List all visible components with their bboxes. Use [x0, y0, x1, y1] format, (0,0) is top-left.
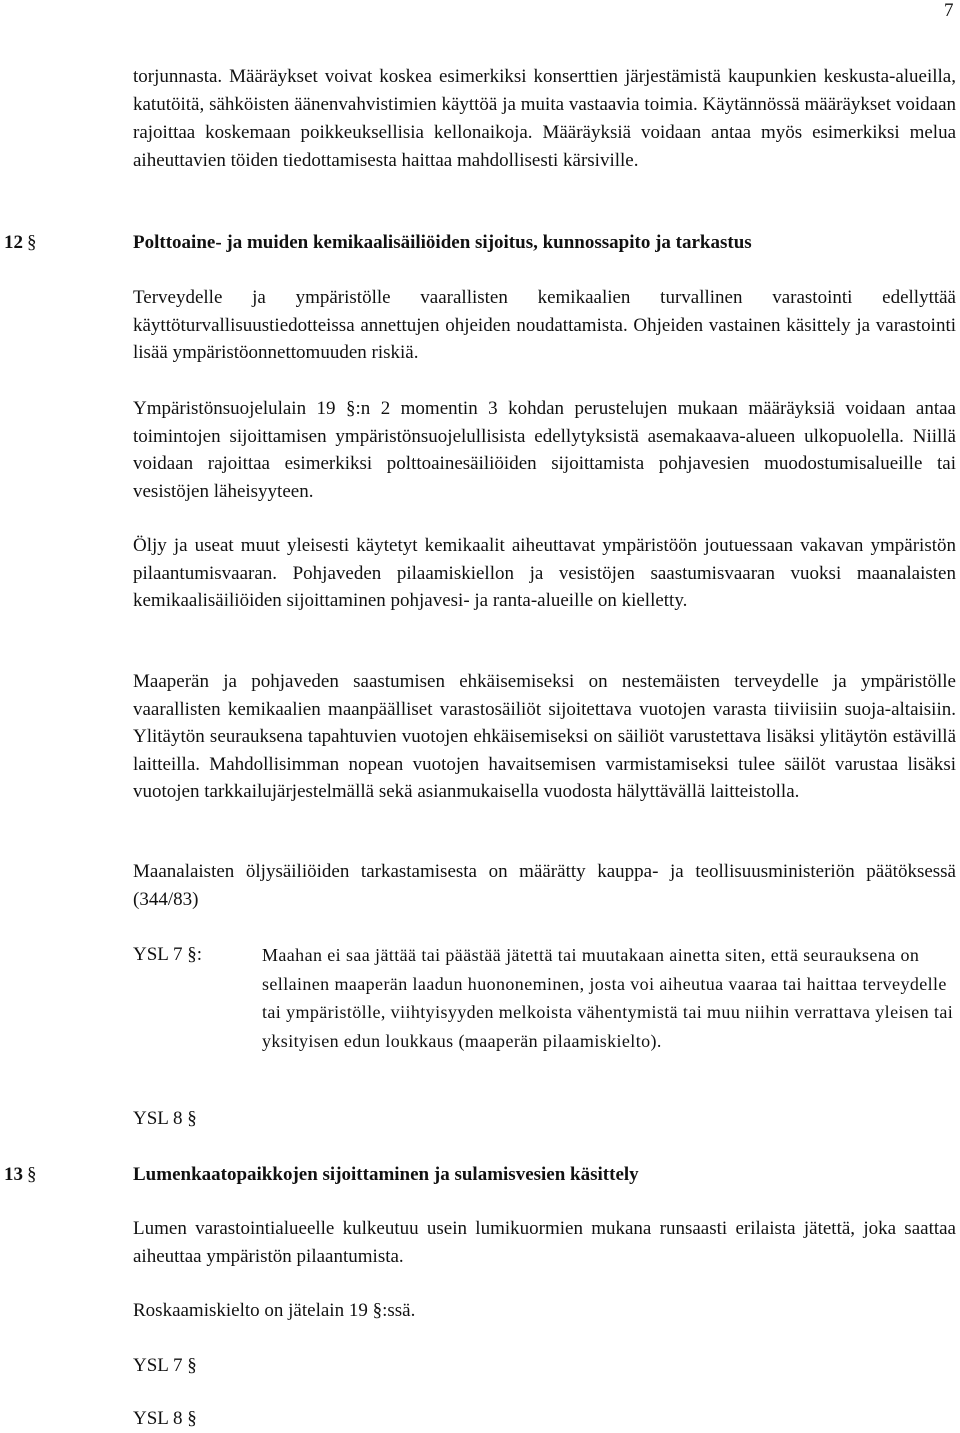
section-12-paragraph-5: Maanalaisten öljysäiliöiden tarkastamisesta on määrätty kauppa- ja teollisuusministeriön päätöksessä (344/83): [133, 861, 956, 910]
section-12-paragraph-2: Ympäristönsuojelulain 19 §:n 2 momentin 3 kohdan perustelujen mukaan määräyksiä voidaan antaa toimintojen sijoittamisen ympäristönsuojelullisista edellytyksistä asemakaava-alueen ulkopuolella. Niillä voidaan rajoittaa esimerkiksi polttoainesäiliöiden sijoittamista pohjavesien muodostumisalueille tai vesistöjen läheisyyteen.: [133, 398, 956, 502]
ysl-7-quote: Maahan ei saa jättää tai päästää jätettä tai muutakaan ainetta siten, että seurauksena on sellainen maaperän laadun huononeminen, josta voi aiheutua vaaraa tai haittaa terveydelle tai ympäristölle, viihtyisyyden melkoista vähentymistä tai muu niihin verrattava yleisen tai yksityisen edun loukkaus (maaperän pilaamiskielto).: [262, 945, 954, 1051]
section-13-title: Lumenkaatopaikkojen sijoittaminen ja sulamisvesien käsittely: [133, 1164, 639, 1185]
section-13-paragraph-1: Lumen varastointialueelle kulkeutuu usein lumikuormien mukana runsaasti erilaista jätettä, joka saattaa aiheuttaa ympäristön pilaantumista.: [133, 1218, 956, 1267]
section-12-heading: [0, 229, 960, 257]
section-12-number: 12: [4, 232, 23, 253]
section-12-paragraph-4: Maaperän ja pohjaveden saastumisen ehkäisemiseksi on nestemäisten terveydelle ja ympäristölle vaarallisten kemikaalien maanpäälliset varastosäiliöt sijoitettava vuotojen varasta tiiviisiin suoja-altaisiin. Ylitäytön seurauksena tapahtuvien vuotojen ehkäisemiseksi on säiliöt varustettava lisäksi ylitäytön estävillä laitteilla. Mahdollisimman nopean vuotojen havaitsemisen varmistamiseksi tulee säilöt varustaa lisäksi vuotojen tarkkailujärjestelmällä sekä asianmukaisella vuodosta hälyttävällä laitteistolla.: [133, 671, 956, 802]
section-symbol: §: [27, 1164, 37, 1185]
section-12-paragraph-1: Terveydelle ja ympäristölle vaarallisten kemikaalien turvallinen varastointi edellyttää käyttöturvallisuustiedotteissa annettujen ohjeiden noudattamista. Ohjeiden vastainen käsittely ja varastointi lisää ympäristöonnettomuuden riskiä.: [133, 287, 956, 363]
section-12-title: Polttoaine- ja muiden kemikaalisäiliöiden sijoitus, kunnossapito ja tarkastus: [133, 232, 752, 253]
section-symbol: §: [27, 232, 37, 253]
section-13-ysl-7-label: YSL 7 §: [133, 1355, 197, 1376]
ysl-7-label: YSL 7 §:: [133, 944, 202, 965]
section-13-heading: [0, 1161, 960, 1189]
intro-paragraph: torjunnasta. Määräykset voivat koskea esimerkiksi konserttien järjestämistä kaupunkien keskusta-alueilla, katutöitä, sähköisten äänenvahvistimien käyttöä ja muita vastaavia toimia. Käytännössä määräykset voidaan rajoittaa koskemaan poikkeuksellisia kellonaikoja. Määräyksiä voidaan antaa myös esimerkiksi melua aiheuttavien töiden tiedottamisesta haittaa mahdollisesti kärsiville.: [133, 66, 956, 171]
section-12-paragraph-3: Öljy ja useat muut yleisesti käytetyt kemikaalit aiheuttavat ympäristöön joutuessaan vakavan ympäristön pilaantumisvaaran. Pohjaveden pilaamiskiellon ja vesistöjen saastumisvaaran vuoksi maanalaisten kemikaalisäiliöiden sijoittaminen pohjavesi- ja ranta-alueille on kielletty.: [133, 535, 956, 611]
section-13-number: 13: [4, 1164, 23, 1185]
section-13-paragraph-2: Roskaamiskielto on jätelain 19 §:ssä.: [133, 1300, 416, 1321]
page-number: 7: [944, 0, 954, 21]
ysl-8-label: YSL 8 §: [133, 1108, 197, 1129]
section-13-ysl-8-label: YSL 8 §: [133, 1408, 197, 1429]
